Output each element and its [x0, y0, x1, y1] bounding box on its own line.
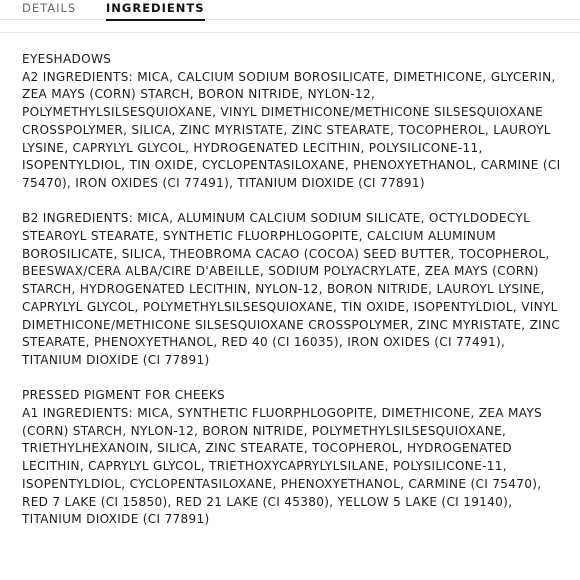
ingredients-panel: [0, 32, 580, 580]
eyeshadows-section-b2: [22, 210, 562, 369]
cheeks-section: [22, 387, 562, 529]
tab-ingredients[interactable]: [106, 0, 205, 20]
ingredients-content: [22, 51, 562, 547]
tab-details[interactable]: [22, 0, 76, 20]
active-tab-indicator: [106, 19, 205, 21]
tab-ingredients-label: INGREDIENTS: [106, 1, 205, 15]
ingredient-list-a1: A1 INGREDIENTS: MICA, SYNTHETIC FLUORPHLOGOPITE, DIMETHICONE, ZEA MAYS (CORN) STARCH, NYLON-12, BORON NITRIDE, POLYMETHYLSILSESQUIOXANE, TRIETHYLHEXANOIN, SILICA, ZINC STEARATE, TOCOPHEROL, HYDROGENATED LECITHIN, CAPRYLYL GLYCOL, TRIETHOXYCAPRYLYLSILANE, POLYSILICONE-11, ISOPENTYLDIOL, CYCLOPENTASILOXANE, PHENOXYETHANOL, CARMINE (CI 75470), RED 7 LAKE (CI 15850), RED 21 LAKE (CI 45380), YELLOW 5 LAKE (CI 19140), TITANIUM DIOXIDE (CI 77891): [22, 406, 543, 527]
ingredient-list-a2: A2 INGREDIENTS: MICA, CALCIUM SODIUM BOROSILICATE, DIMETHICONE, GLYCERIN, ZEA MAYS (CORN) STARCH, BORON NITRIDE, NYLON-12, POLYMETHYLSILSESQUIOXANE, VINYL DIMETHICONE/METHICONE SILSESQUIOXANE CROSSPOLYMER, SILICA, ZINC MYRISTATE, ZINC STEARATE, TOCOPHEROL, LAUROYL LYSINE, CAPRYLYL GLYCOL, HYDROGENATED LECITHIN, POLYSILICONE-11, ISOPENTYLDIOL, TIN OXIDE, CYCLOPENTASILOXANE, PHENOXYETHANOL, CARMINE (CI 75470), IRON OXIDES (CI 77491), TITANIUM DIOXIDE (CI 77891): [22, 69, 561, 190]
section-heading-eyeshadows: EYESHADOWS: [22, 52, 112, 66]
tab-bar: [0, 0, 580, 20]
ingredient-list-b2: B2 INGREDIENTS: MICA, ALUMINUM CALCIUM SODIUM SILICATE, OCTYLDODECYL STEAROYL STEARATE, SYNTHETIC FLUORPHLOGOPITE, CALCIUM ALUMINUM BOROSILICATE, SILICA, THEOBROMA CACAO (COCOA) SEED BUTTER, TOCOPHEROL, BEESWAX/CERA ALBA/CIRE D'ABEILLE, SODIUM POLYACRYLATE, ZEA MAYS (CORN) STARCH, HYDROGENATED LECITHIN, NYLON-12, BORON NITRIDE, LAUROYL LYSINE, CAPRYLYL GLYCOL, POLYMETHYLSILSESQUIOXANE, TIN OXIDE, ISOPENTYLDIOL, VINYL DIMETHICONE/METHICONE SILSESQUIOXANE CROSSPOLYMER, ZINC MYRISTATE, ZINC STEARATE, PHENOXYETHANOL, RED 40 (CI 16035), IRON OXIDES (CI 77491), TITANIUM DIOXIDE (CI 77891): [22, 211, 561, 367]
tab-details-label: DETAILS: [22, 1, 77, 15]
section-heading-cheeks: PRESSED PIGMENT FOR CHEEKS: [22, 388, 226, 403]
eyeshadows-section: [22, 51, 562, 193]
